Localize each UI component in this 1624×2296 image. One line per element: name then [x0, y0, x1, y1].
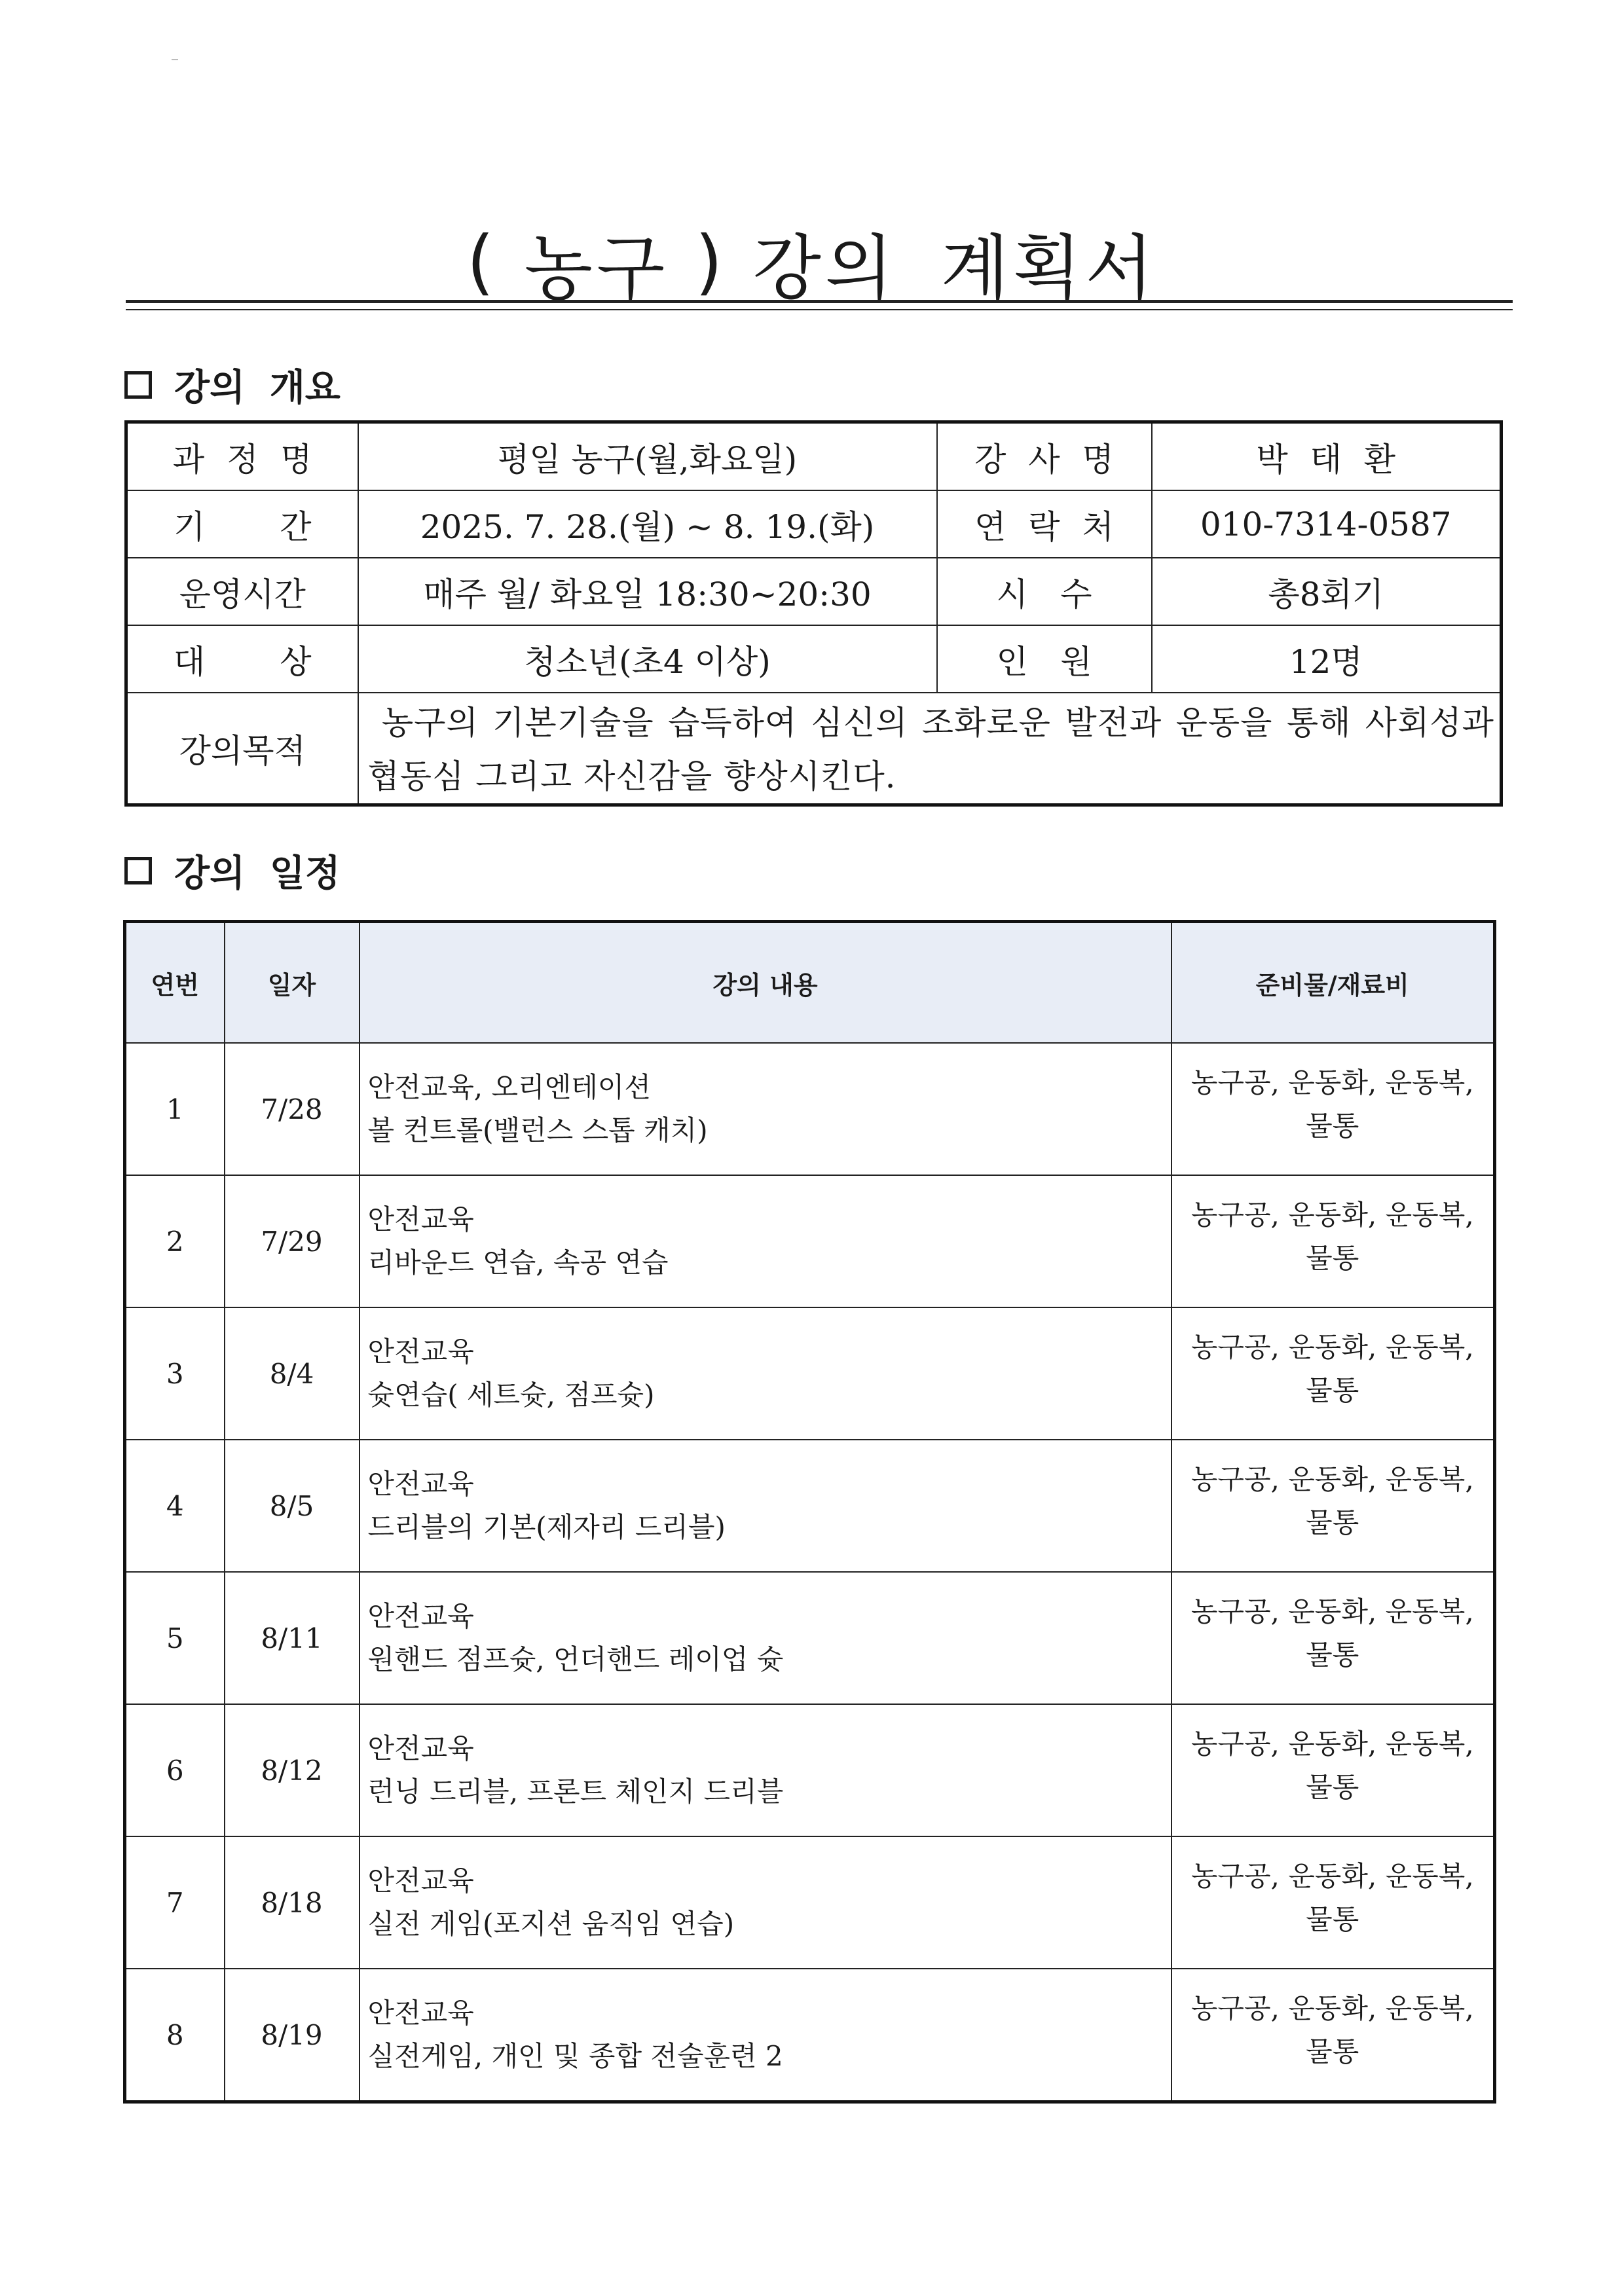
title-divider — [126, 300, 1513, 310]
row-date: 8/18 — [225, 1836, 360, 1969]
row-materials-line-2: 물통 — [1306, 1242, 1359, 1274]
row-content-line-2: 슛연습( 세트슛, 점프슛) — [367, 1379, 655, 1411]
row-materials — [1172, 1307, 1495, 1440]
row-content — [360, 1969, 1172, 2102]
row-materials-line-1: 농구공, 운동화, 운동복, — [1190, 1595, 1474, 1628]
row-materials — [1172, 1175, 1495, 1307]
title-open-paren: ( — [466, 221, 498, 303]
row-content — [360, 1704, 1172, 1836]
row-materials-line-2: 물통 — [1306, 2035, 1359, 2068]
row-date: 8/5 — [225, 1440, 360, 1572]
row-content-line-1: 안전교육 — [367, 1203, 474, 1235]
row-materials — [1172, 1572, 1495, 1704]
table-row — [125, 1969, 1495, 2102]
row-content — [360, 1175, 1172, 1307]
row-number: 4 — [125, 1440, 225, 1572]
row-content-line-2: 실전 게임(포지션 움직임 연습) — [367, 1908, 735, 1940]
row-content-line-2: 리바운드 연습, 속공 연습 — [367, 1247, 669, 1279]
header-materials: 준비물/재료비 — [1172, 922, 1495, 1044]
title-subject: 농구 — [524, 227, 669, 310]
row-content-line-2: 볼 컨트롤(밸런스 스톱 캐치) — [367, 1114, 708, 1146]
document-title — [0, 216, 1624, 308]
row-content-line-1: 안전교육, 오리엔테이션 — [367, 1071, 651, 1103]
row-content-line-1: 안전교육 — [367, 1865, 474, 1897]
row-materials-line-2: 물통 — [1306, 1110, 1359, 1142]
row-content — [360, 1836, 1172, 1969]
overview-row-target — [126, 625, 1502, 693]
row-materials — [1172, 1704, 1495, 1836]
row-materials — [1172, 1969, 1495, 2102]
sessions-label-char-2: 수 — [1060, 575, 1092, 613]
schedule-body — [125, 1043, 1495, 2102]
sessions-label — [937, 558, 1152, 625]
overview-row-time — [126, 558, 1502, 625]
row-materials-line-1: 농구공, 운동화, 운동복, — [1190, 1199, 1474, 1231]
row-date: 7/28 — [225, 1043, 360, 1175]
row-date: 8/12 — [225, 1704, 360, 1836]
header-content: 강의 내용 — [360, 922, 1172, 1044]
course-value: 평일 농구(월,화요일) — [358, 422, 937, 491]
section-overview-label: 강의 개요 — [174, 367, 341, 409]
row-content-line-2: 실전게임, 개인 및 종합 전술훈련 2 — [367, 2040, 783, 2072]
table-row — [125, 1440, 1495, 1572]
checkbox-square-icon — [124, 857, 152, 884]
time-value: 매주 월/ 화요일 18:30~20:30 — [358, 558, 937, 625]
overview-row-goal — [126, 693, 1502, 805]
row-number: 6 — [125, 1704, 225, 1836]
section-schedule-heading — [124, 845, 341, 897]
table-row — [125, 1704, 1495, 1836]
checkbox-square-icon — [124, 371, 152, 399]
table-row — [125, 1572, 1495, 1704]
row-materials-line-1: 농구공, 운동화, 운동복, — [1190, 1992, 1474, 2024]
row-materials — [1172, 1043, 1495, 1175]
row-date: 8/4 — [225, 1307, 360, 1440]
contact-value: 010-7314-0587 — [1152, 490, 1502, 558]
capacity-label-char-1: 인 — [996, 642, 1028, 681]
row-materials-line-2: 물통 — [1306, 1903, 1359, 1935]
row-materials-line-2: 물통 — [1306, 1639, 1359, 1671]
sessions-label-char-1: 시 — [996, 575, 1028, 613]
row-content — [360, 1043, 1172, 1175]
title-rest: 강의 계획서 — [752, 227, 1158, 310]
row-date: 7/29 — [225, 1175, 360, 1307]
row-materials-line-1: 농구공, 운동화, 운동복, — [1190, 1728, 1474, 1760]
row-content-line-1: 안전교육 — [367, 1600, 474, 1632]
row-number: 3 — [125, 1307, 225, 1440]
row-content-line-1: 안전교육 — [367, 1468, 474, 1500]
table-row — [125, 1175, 1495, 1307]
overview-row-period — [126, 490, 1502, 558]
instructor-value: 박 태 환 — [1152, 422, 1502, 491]
row-content-line-1: 안전교육 — [367, 1997, 474, 2029]
header-date: 일자 — [225, 922, 360, 1044]
row-content — [360, 1307, 1172, 1440]
row-content-line-1: 안전교육 — [367, 1336, 474, 1368]
section-overview-heading — [124, 359, 341, 411]
capacity-value: 12명 — [1152, 625, 1502, 693]
table-row — [125, 1043, 1495, 1175]
row-materials-line-2: 물통 — [1306, 1374, 1359, 1406]
overview-table — [124, 420, 1503, 807]
row-materials-line-2: 물통 — [1306, 1506, 1359, 1539]
target-label-char-2: 상 — [280, 642, 312, 681]
time-label: 운영시간 — [126, 558, 358, 625]
instructor-label: 강 사 명 — [937, 422, 1152, 491]
row-number: 8 — [125, 1969, 225, 2102]
contact-label: 연 락 처 — [937, 490, 1152, 558]
row-materials-line-2: 물통 — [1306, 1771, 1359, 1803]
row-materials-line-1: 농구공, 운동화, 운동복, — [1190, 1066, 1474, 1099]
period-label — [126, 490, 358, 558]
target-label-char-1: 대 — [174, 642, 206, 681]
header-no: 연번 — [125, 922, 225, 1044]
sessions-value: 총8회기 — [1152, 558, 1502, 625]
overview-row-course — [126, 422, 1502, 491]
scan-mark — [172, 59, 178, 60]
row-materials — [1172, 1836, 1495, 1969]
table-row — [125, 1307, 1495, 1440]
capacity-label-char-2: 원 — [1060, 642, 1092, 681]
row-number: 5 — [125, 1572, 225, 1704]
row-number: 7 — [125, 1836, 225, 1969]
table-row — [125, 1836, 1495, 1969]
row-date: 8/19 — [225, 1969, 360, 2102]
row-materials-line-1: 농구공, 운동화, 운동복, — [1190, 1860, 1474, 1892]
row-content-line-2: 드리블의 기본(제자리 드리블) — [367, 1511, 726, 1543]
row-materials-line-1: 농구공, 운동화, 운동복, — [1190, 1463, 1474, 1495]
target-value: 청소년(초4 이상) — [358, 625, 937, 693]
goal-value: 농구의 기본기술을 습득하여 심신의 조화로운 발전과 운동을 통해 사회성과 협동심 그리고 자신감을 향상시킨다. — [358, 693, 1502, 805]
schedule-header-row — [125, 922, 1495, 1044]
row-number: 1 — [125, 1043, 225, 1175]
target-label — [126, 625, 358, 693]
row-content-line-2: 원핸드 점프슛, 언더핸드 레이업 슛 — [367, 1643, 784, 1675]
row-content — [360, 1440, 1172, 1572]
period-label-char-2: 간 — [280, 507, 312, 546]
goal-label: 강의목적 — [126, 693, 358, 805]
row-date: 8/11 — [225, 1572, 360, 1704]
schedule-table — [123, 920, 1496, 2104]
row-number: 2 — [125, 1175, 225, 1307]
row-content — [360, 1572, 1172, 1704]
title-close-paren: ) — [695, 221, 727, 303]
row-content-line-1: 안전교육 — [367, 1732, 474, 1764]
period-label-char-1: 기 — [174, 507, 206, 546]
capacity-label — [937, 625, 1152, 693]
row-content-line-2: 런닝 드리블, 프론트 체인지 드리블 — [367, 1776, 784, 1808]
section-schedule-label: 강의 일정 — [174, 852, 341, 895]
course-label: 과 정 명 — [126, 422, 358, 491]
row-materials-line-1: 농구공, 운동화, 운동복, — [1190, 1331, 1474, 1363]
period-value: 2025. 7. 28.(월) ~ 8. 19.(화) — [358, 490, 937, 558]
row-materials — [1172, 1440, 1495, 1572]
